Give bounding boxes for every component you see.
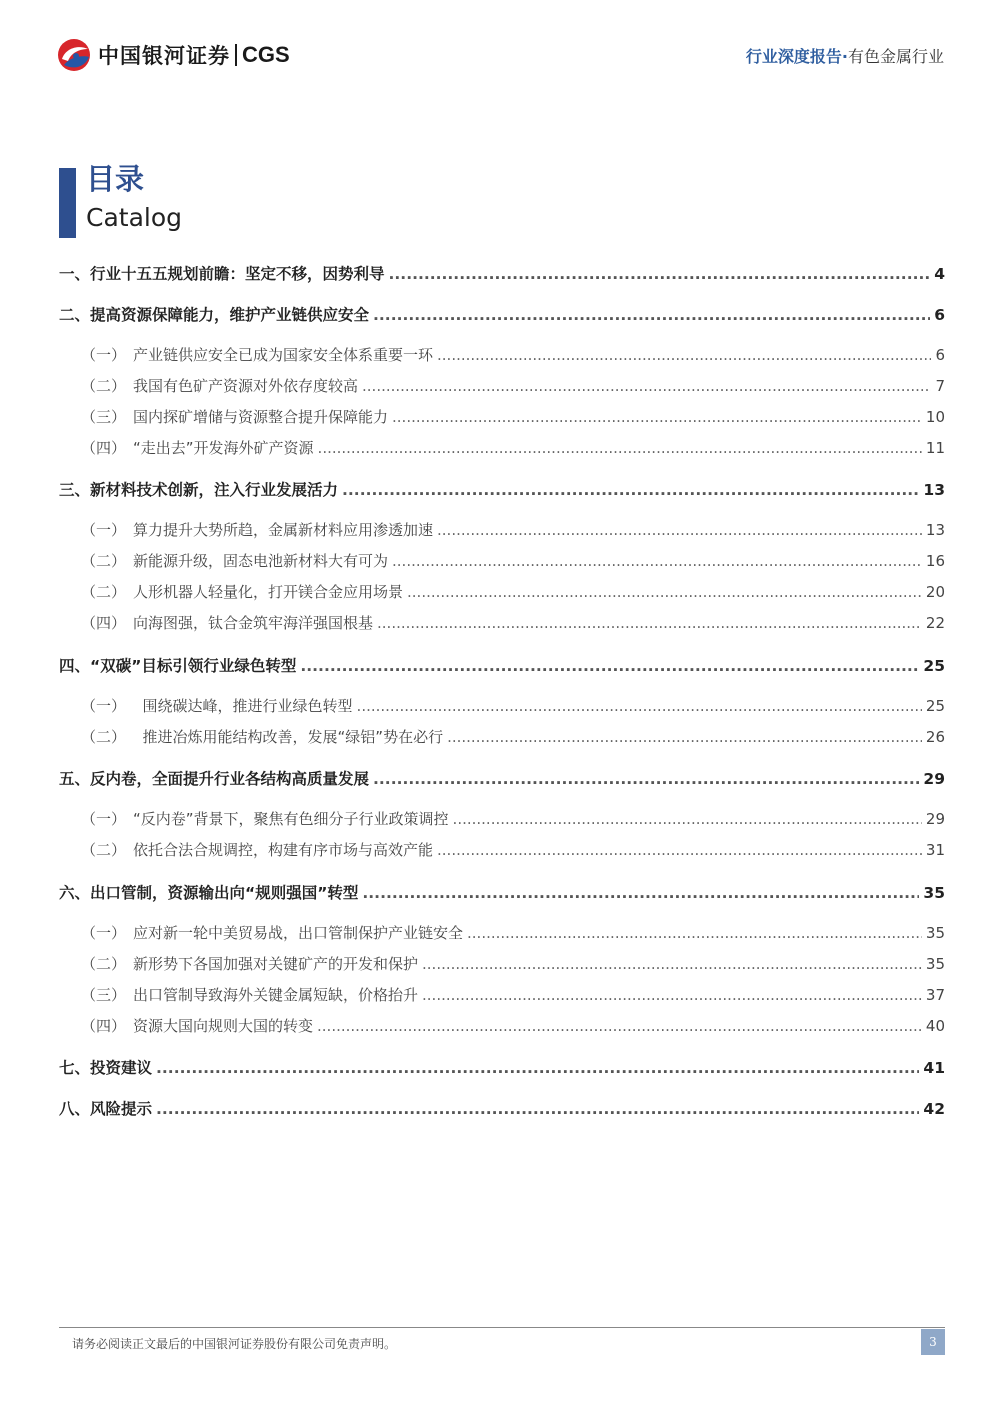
toc-page-number: 16 <box>925 552 945 570</box>
toc-number: （二） <box>81 377 127 395</box>
toc-leader-dots <box>467 924 922 942</box>
toc-number: 三、 <box>59 481 91 499</box>
toc-number: 五、 <box>59 770 91 788</box>
toc-leader-dots <box>318 439 922 457</box>
toc-number: （二） <box>81 728 127 746</box>
toc-number: 六、 <box>59 884 91 902</box>
toc-number: 四、 <box>59 657 91 675</box>
toc-page-number: 11 <box>925 439 945 457</box>
toc-leader-dots <box>437 346 931 364</box>
toc-number: （一） <box>81 521 127 539</box>
logo-text-cn: 中国银河证券 <box>98 44 230 68</box>
toc-page-number: 42 <box>923 1100 945 1118</box>
toc-page-number: 41 <box>923 1059 945 1077</box>
logo-separator <box>235 44 237 66</box>
toc-number: （四） <box>81 439 127 457</box>
page-subtitle: Catalog <box>86 203 183 232</box>
footer-divider <box>59 1327 945 1328</box>
toc-section[interactable] <box>59 922 945 943</box>
toc-page-number: 29 <box>925 810 945 828</box>
toc-leader-dots <box>389 265 931 283</box>
toc-page-number: 20 <box>925 583 945 601</box>
toc-page-number: 35 <box>925 955 945 973</box>
toc-page-number: 37 <box>925 986 945 1004</box>
toc-number: 一、 <box>59 265 91 283</box>
toc-title: “走出去”开发海外矿产资源 <box>133 439 314 457</box>
toc-section[interactable] <box>59 344 945 365</box>
page-number: 3 <box>921 1329 945 1355</box>
toc-section[interactable] <box>59 984 945 1005</box>
toc-leader-dots <box>422 955 922 973</box>
toc-title: 算力提升大势所趋，金属新材料应用渗透加速 <box>133 521 434 539</box>
toc-number: （二） <box>81 955 127 973</box>
toc-chapter[interactable] <box>59 303 945 325</box>
toc-title: 投资建议 <box>90 1059 153 1077</box>
toc-leader-dots <box>437 841 922 859</box>
company-logo <box>56 36 290 74</box>
toc-section[interactable] <box>59 839 945 860</box>
toc-title: “反内卷”背景下，聚焦有色细分子行业政策调控 <box>133 810 449 828</box>
toc-title: 出口管制导致海外关键金属短缺，价格抬升 <box>133 986 419 1004</box>
toc-leader-dots <box>362 884 919 902</box>
toc-chapter[interactable] <box>59 478 945 500</box>
toc-leader-dots <box>453 810 922 828</box>
toc-page-number: 13 <box>925 521 945 539</box>
footer-disclaimer: 请务必阅读正文最后的中国银河证券股份有限公司免责声明。 <box>72 1337 397 1351</box>
toc-title: 推进冶炼用能结构改善，发展“绿铝”势在必行 <box>133 728 444 746</box>
toc-leader-dots <box>362 377 931 395</box>
toc-leader-dots <box>437 521 922 539</box>
toc-number: （一） <box>81 697 127 715</box>
toc-leader-dots <box>407 583 922 601</box>
industry-name: 有色金属行业 <box>847 47 944 66</box>
toc-leader-dots <box>342 481 919 499</box>
toc-page-number: 26 <box>925 728 945 746</box>
logo-text-en: CGS <box>242 42 290 67</box>
toc-title: 向海图强，钛合金筑牢海洋强国根基 <box>133 614 374 632</box>
toc-leader-dots <box>392 552 922 570</box>
toc-number: （一） <box>81 346 127 364</box>
toc-number: （四） <box>81 614 127 632</box>
toc-number: 二、 <box>59 306 91 324</box>
toc-number: （二） <box>81 841 127 859</box>
toc-page-number: 22 <box>925 614 945 632</box>
toc-section[interactable] <box>59 953 945 974</box>
report-type: 行业深度报告· <box>745 47 848 66</box>
toc-leader-dots <box>156 1100 919 1118</box>
toc-page-number: 13 <box>923 481 945 499</box>
toc-leader-dots <box>373 770 919 788</box>
toc-title: 行业十五五规划前瞻：坚定不移，因势利导 <box>90 265 385 283</box>
toc-title: 出口管制，资源输出向“规则强国”转型 <box>90 884 359 902</box>
toc-page-number: 29 <box>923 770 945 788</box>
toc-page-number: 6 <box>934 306 945 324</box>
toc-title: “双碳”目标引领行业绿色转型 <box>90 657 297 675</box>
toc-chapter[interactable] <box>59 1056 945 1078</box>
toc-title: 反内卷，全面提升行业各结构高质量发展 <box>90 770 370 788</box>
toc-leader-dots <box>357 697 922 715</box>
toc-page-number: 35 <box>925 924 945 942</box>
toc-section[interactable] <box>59 375 945 396</box>
toc-number: （四） <box>81 1017 127 1035</box>
toc-leader-dots <box>377 614 922 632</box>
toc-leader-dots <box>392 408 922 426</box>
toc-title: 我国有色矿产资源对外依存度较高 <box>133 377 359 395</box>
toc-number: 七、 <box>59 1059 91 1077</box>
toc-page-number: 40 <box>925 1017 945 1035</box>
toc-section[interactable] <box>59 1015 945 1036</box>
toc-section[interactable] <box>59 581 945 602</box>
toc-section[interactable] <box>59 726 945 747</box>
toc-number: （一） <box>81 810 127 828</box>
toc-chapter[interactable] <box>59 1097 945 1119</box>
toc-leader-dots <box>447 728 922 746</box>
toc-title: 风险提示 <box>90 1100 153 1118</box>
title-accent-bar <box>59 168 76 238</box>
toc-number: （三） <box>81 408 127 426</box>
toc-title: 围绕碳达峰，推进行业绿色转型 <box>133 697 353 715</box>
toc-chapter[interactable] <box>59 262 945 284</box>
toc-leader-dots <box>300 657 919 675</box>
toc-section[interactable] <box>59 550 945 571</box>
toc-page-number: 4 <box>934 265 945 283</box>
toc-leader-dots <box>317 1017 922 1035</box>
toc-page-number: 7 <box>935 377 945 395</box>
toc-chapter[interactable] <box>59 881 945 903</box>
toc-section[interactable] <box>59 808 945 829</box>
toc-page-number: 25 <box>925 697 945 715</box>
toc-number: （三） <box>81 986 127 1004</box>
toc-chapter[interactable] <box>59 654 945 676</box>
toc-title: 依托合法合规调控，构建有序市场与高效产能 <box>133 841 434 859</box>
toc-title: 新材料技术创新，注入行业发展活力 <box>90 481 339 499</box>
toc-number: （一） <box>81 924 127 942</box>
toc-title: 提高资源保障能力，维护产业链供应安全 <box>90 306 370 324</box>
toc-title: 新能源升级，固态电池新材料大有可为 <box>133 552 389 570</box>
toc-leader-dots <box>156 1059 919 1077</box>
toc-title: 产业链供应安全已成为国家安全体系重要一环 <box>133 346 434 364</box>
logo-mark-icon <box>56 37 92 73</box>
toc-leader-dots <box>422 986 922 1004</box>
toc-section[interactable] <box>59 612 945 633</box>
toc-title: 国内探矿增储与资源整合提升保障能力 <box>133 408 389 426</box>
page-title: 目录 <box>86 162 145 196</box>
toc-chapter[interactable] <box>59 767 945 789</box>
report-header <box>746 44 944 67</box>
toc-page-number: 25 <box>923 657 945 675</box>
toc-section[interactable] <box>59 695 945 716</box>
toc-title: 资源大国向规则大国的转变 <box>133 1017 314 1035</box>
toc-number: 八、 <box>59 1100 91 1118</box>
toc-section[interactable] <box>59 437 945 458</box>
toc-page-number: 31 <box>925 841 945 859</box>
toc-title: 应对新一轮中美贸易战，出口管制保护产业链安全 <box>133 924 464 942</box>
toc-page-number: 10 <box>925 408 945 426</box>
toc-page-number: 35 <box>923 884 945 902</box>
toc-number: （二） <box>81 583 127 601</box>
toc-number: （二） <box>81 552 127 570</box>
toc-section[interactable] <box>59 519 945 540</box>
toc-page-number: 6 <box>935 346 945 364</box>
toc-title: 新形势下各国加强对关键矿产的开发和保护 <box>133 955 419 973</box>
toc-title: 人形机器人轻量化，打开镁合金应用场景 <box>133 583 404 601</box>
toc-section[interactable] <box>59 406 945 427</box>
toc-leader-dots <box>373 306 930 324</box>
